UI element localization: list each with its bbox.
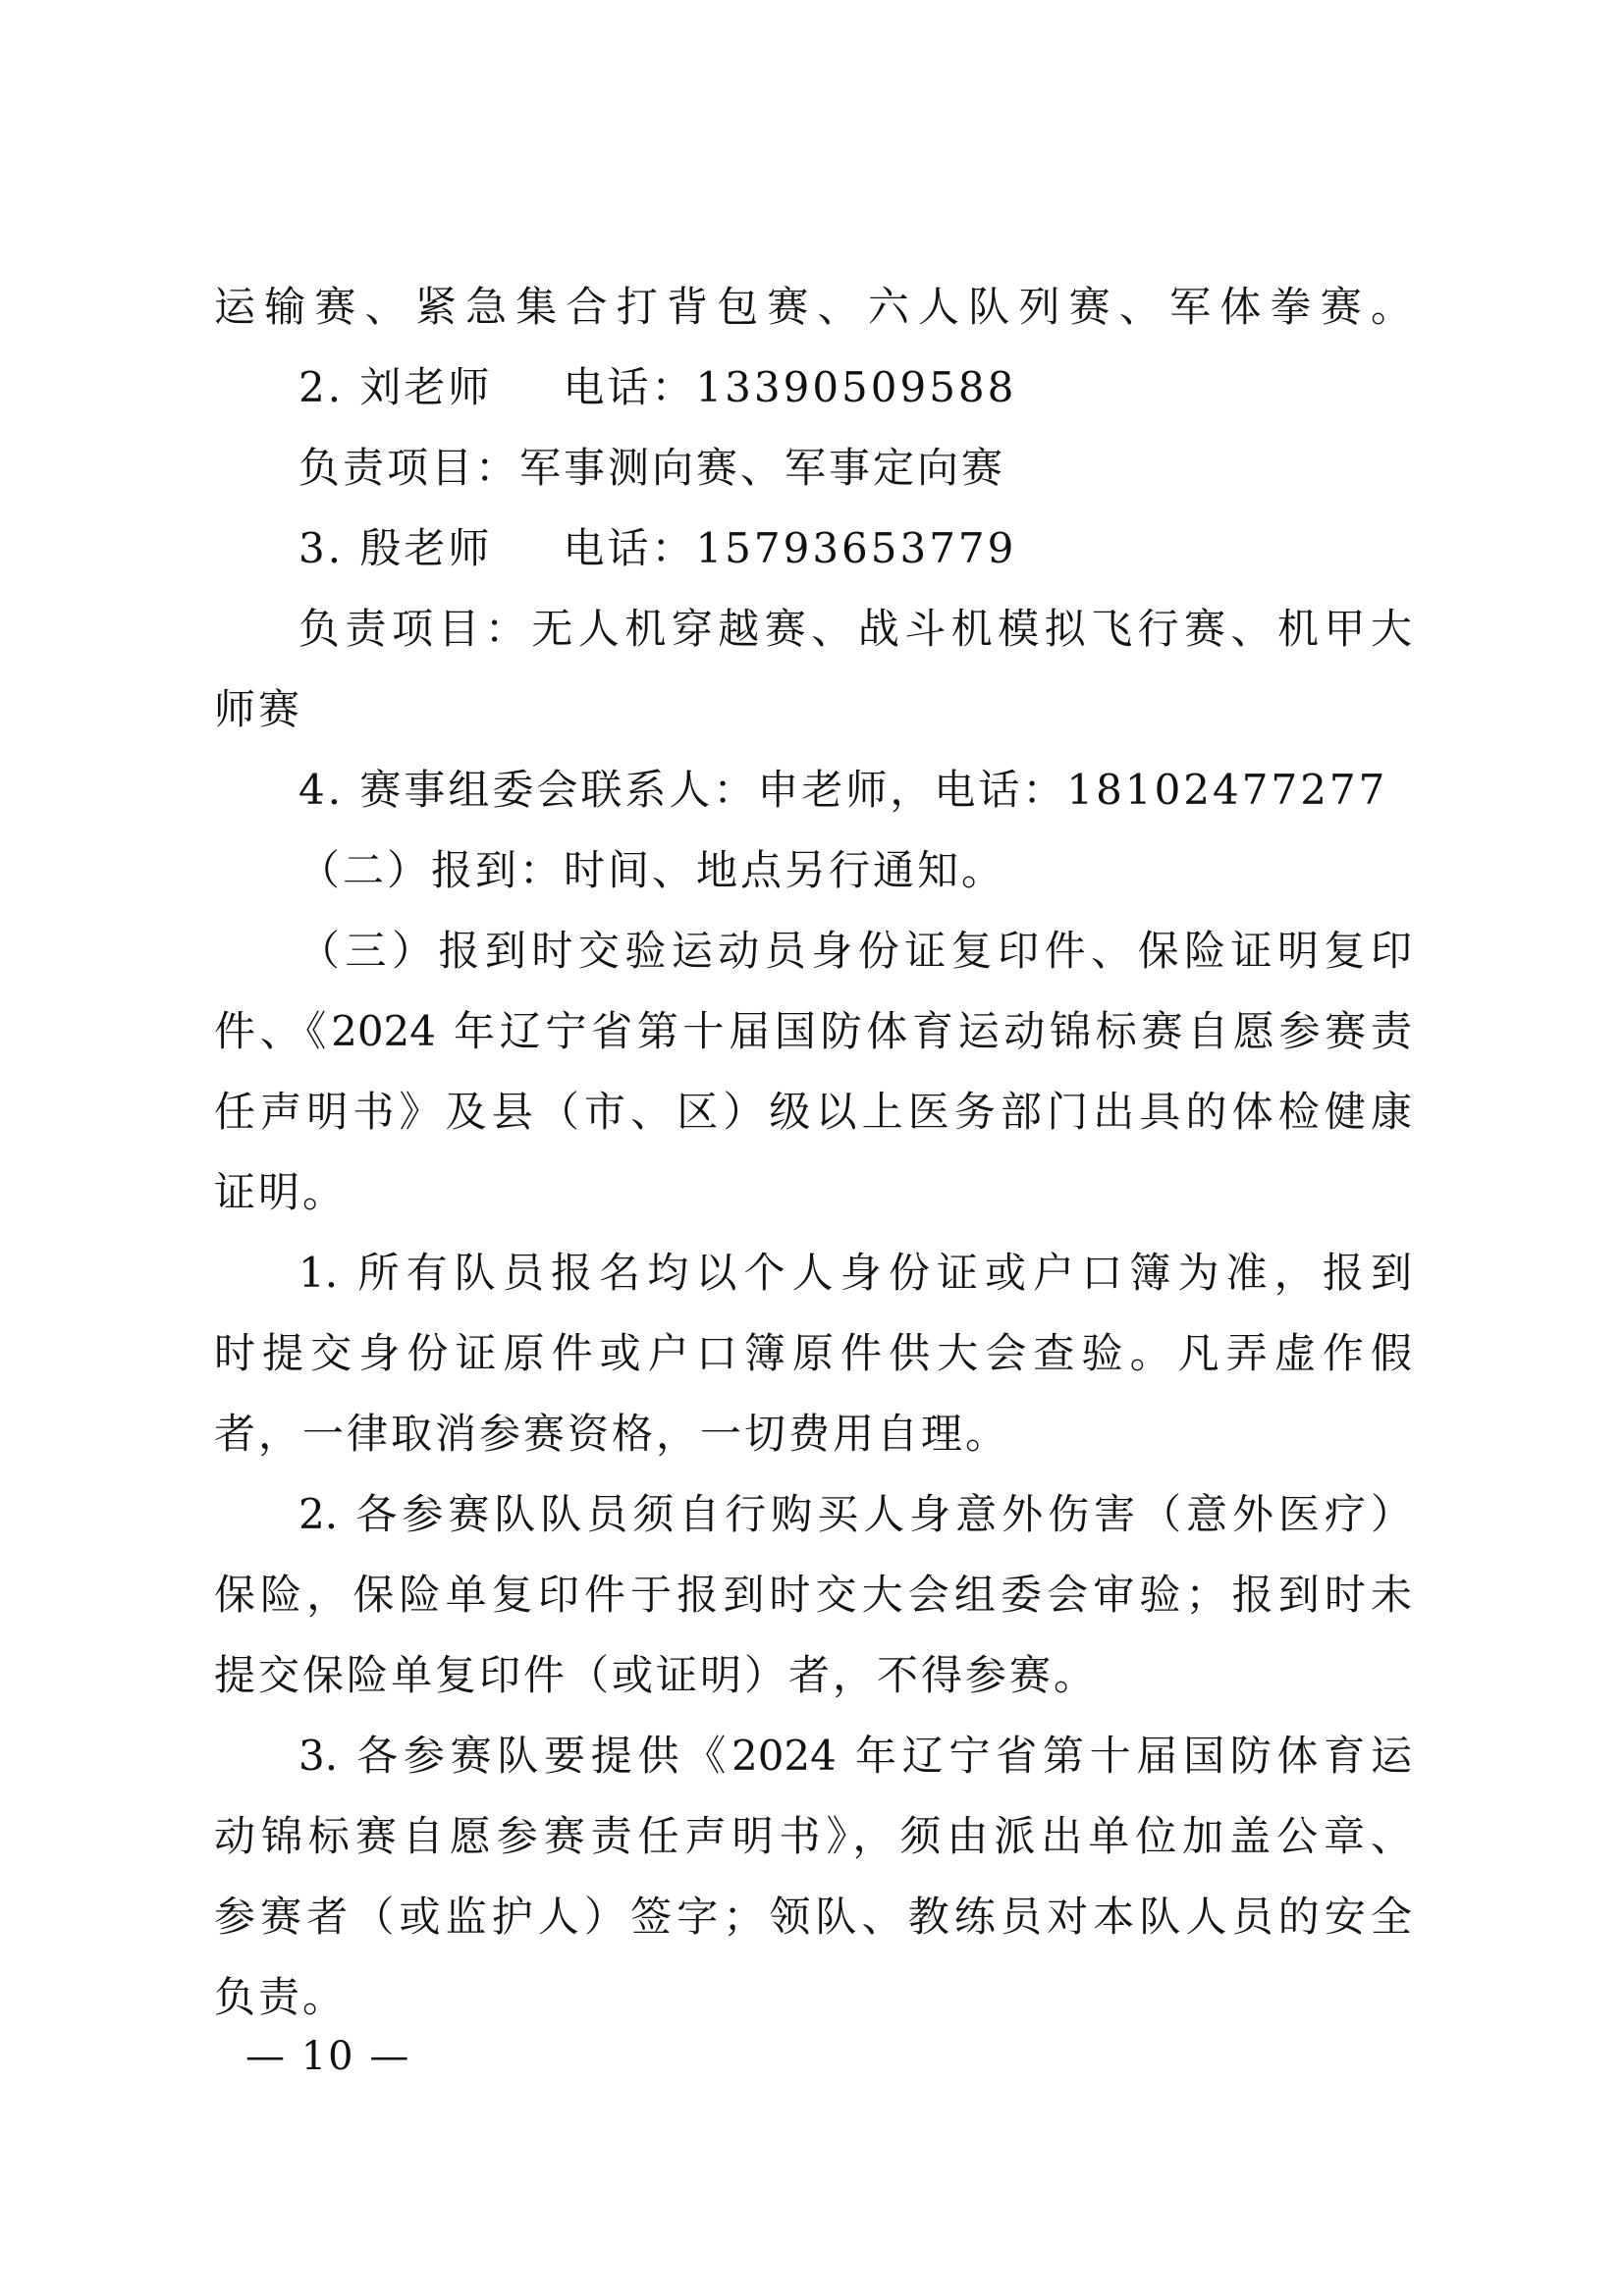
contact-name: 2. 刘老师 — [298, 363, 493, 411]
text-line: 负责。 — [214, 1973, 348, 2021]
text-line: （二）报到：时间、地点另行通知。 — [298, 846, 1006, 894]
contact-phone: 电话：15793653779 — [563, 524, 1017, 572]
text-line: 提交保险单复印件（或证明）者，不得参赛。 — [214, 1651, 1099, 1699]
text-line: 动锦标赛自愿参赛责任声明书》，须由派出单位加盖公章、 — [214, 1812, 1412, 1860]
text-line: 3. 各参赛队要提供《2024 年辽宁省第十届国防体育运 — [298, 1732, 1412, 1780]
text-line: 时提交身份证原件或户口簿原件供大会查验。凡弄虚作假 — [214, 1329, 1412, 1377]
text-line: 运输赛、紧急集合打背包赛、六人队列赛、军体拳赛。 — [214, 283, 1412, 331]
page-number: — 10 — — [245, 2034, 411, 2079]
text-line: （三）报到时交验运动员身份证复印件、保险证明复印 — [298, 927, 1412, 975]
contact-phone: 电话：13390509588 — [563, 363, 1017, 411]
text-line: 参赛者（或监护人）签字；领队、教练员对本队人员的安全 — [214, 1893, 1412, 1941]
text-line: 证明。 — [214, 1168, 348, 1216]
text-line: 4. 赛事组委会联系人：申老师，电话：18102477277 — [298, 766, 1388, 814]
text-line: 保险，保险单复印件于报到时交大会组委会审验；报到时未 — [214, 1571, 1412, 1619]
contact-line-yin — [298, 519, 1016, 578]
text-line: 件、《2024 年辽宁省第十届国防体育运动锦标赛自愿参赛责 — [214, 1007, 1412, 1055]
text-line: 1. 所有队员报名均以个人身份证或户口簿为准，报到 — [298, 1249, 1412, 1297]
text-line: 2. 各参赛队队员须自行购买人身意外伤害（意外医疗） — [298, 1490, 1412, 1538]
text-line: 负责项目：无人机穿越赛、战斗机模拟飞行赛、机甲大 — [298, 605, 1412, 653]
text-line: 负责项目：军事测向赛、军事定向赛 — [298, 444, 1006, 492]
text-line: 任声明书》及县（市、区）级以上医务部门出具的体检健康 — [214, 1088, 1412, 1136]
contact-line-liu — [298, 358, 1016, 417]
contact-name: 3. 殷老师 — [298, 524, 493, 572]
text-line: 者，一律取消参赛资格，一切费用自理。 — [214, 1410, 1010, 1458]
text-line: 师赛 — [214, 685, 303, 733]
